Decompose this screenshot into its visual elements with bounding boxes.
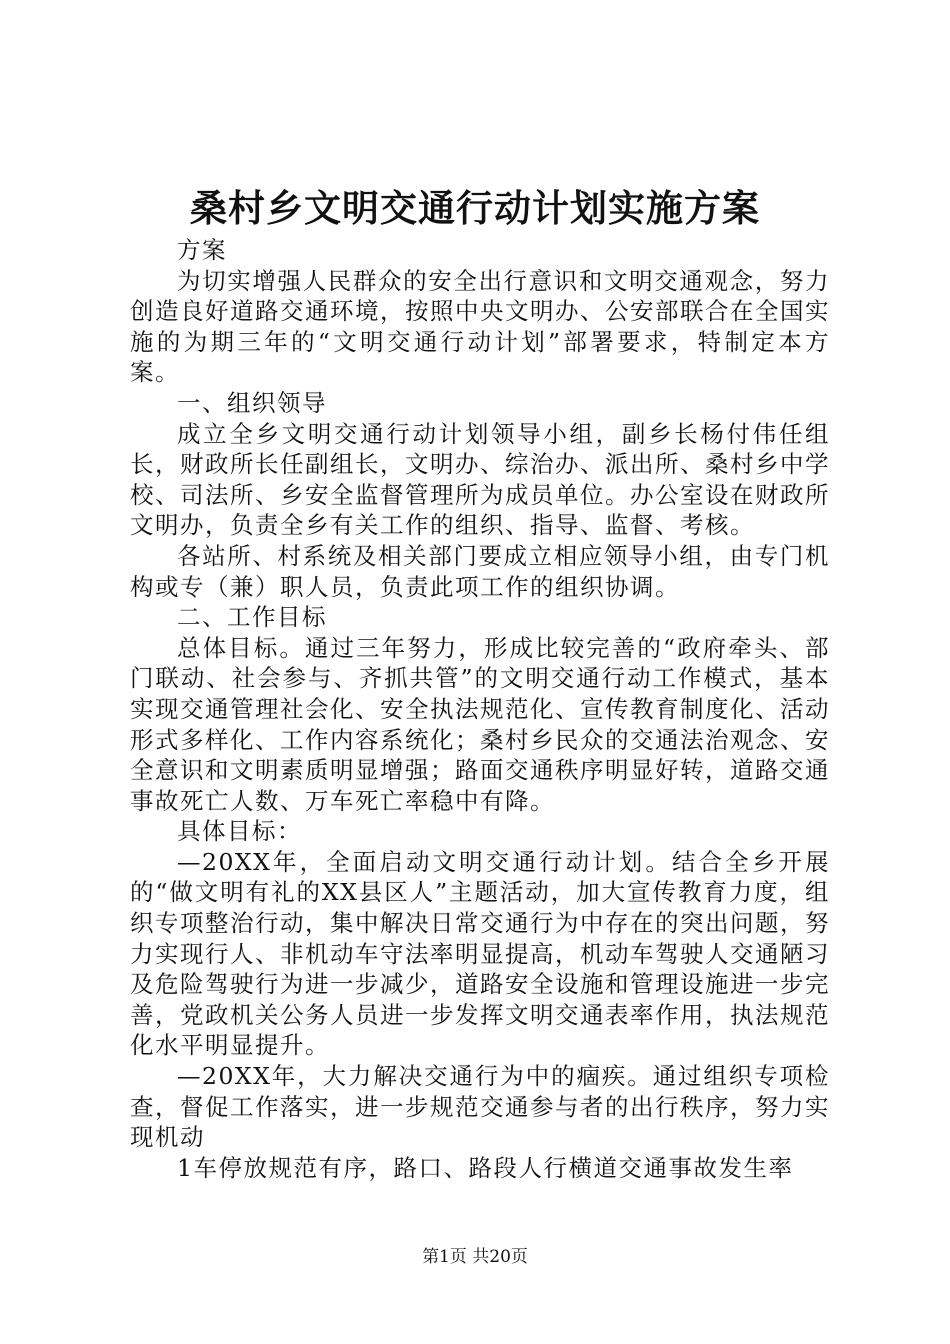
section-heading-organization: 一、组织领导 bbox=[177, 388, 327, 417]
paragraph-label-fangan: 方案 bbox=[177, 236, 227, 264]
paragraph-leadership-group: 成立全乡文明交通行动计划领导小组，副乡长杨付伟任组长，财政所长任副组长，文明办、综治办、派出所、桑村乡中学校、司法所、乡安全监督管理所为成员单位。办公室设在财政所文明办，负责全乡有关工作的组织、指导、监督、考核。 bbox=[130, 419, 830, 540]
paragraph-stations-villages: 各站所、村系统及相关部门要成立相应领导小组，由专门机构或专（兼）职人员，负责此项工作的组织协调。 bbox=[130, 541, 830, 601]
paragraph-continuation: 1车停放规范有序，路口、路段人行横道交通事故发生率 bbox=[177, 1153, 794, 1182]
paragraph-goal-year-1: —20XX年，全面启动文明交通行动计划。结合全乡开展的“做文明有礼的XX县区人”主题活动，加大宣传教育力度，组织专项整治行动，集中解决日常交通行为中存在的突出问题，努力实现行人、非机动车守法率明显提高，机动车驾驶人交通陋习及危险驾驶行为进一步减少，道路安全设施和管理设施进一步完善，党政机关公务人员进一步发挥文明交通表率作用，执法规范化水平明显提升。 bbox=[130, 847, 830, 1060]
paragraph-overall-goal: 总体目标。通过三年努力，形成比较完善的“政府牵头、部门联动、社会参与、齐抓共管”的文明交通行动工作模式，基本实现交通管理社会化、安全执法规范化、宣传教育制度化、活动形式多样化、工作内容系统化；桑村乡民众的交通法治观念、安全意识和文明素质明显增强；路面交通秩序明显好转，道路交通事故死亡人数、万车死亡率稳中有降。 bbox=[130, 633, 830, 815]
paragraph-specific-goals-label: 具体目标： bbox=[177, 817, 302, 846]
paragraph-goal-year-2: —20XX年，大力解决交通行为中的痼疾。通过组织专项检查，督促工作落实，进一步规范交通参与者的出行秩序，努力实现机动 bbox=[130, 1062, 830, 1152]
paragraph-intro: 为切实增强人民群众的安全出行意识和文明交通观念，努力创造良好道路交通环境，按照中央文明办、公安部联合在全国实施的为期三年的“文明交通行动计划”部署要求，特制定本方案。 bbox=[130, 266, 830, 387]
document-title: 桑村乡文明交通行动计划实施方案 bbox=[190, 186, 760, 230]
section-heading-goals: 二、工作目标 bbox=[177, 603, 327, 632]
page-footer: 第1页 共20页 bbox=[422, 1247, 528, 1267]
document-body bbox=[130, 235, 830, 1183]
